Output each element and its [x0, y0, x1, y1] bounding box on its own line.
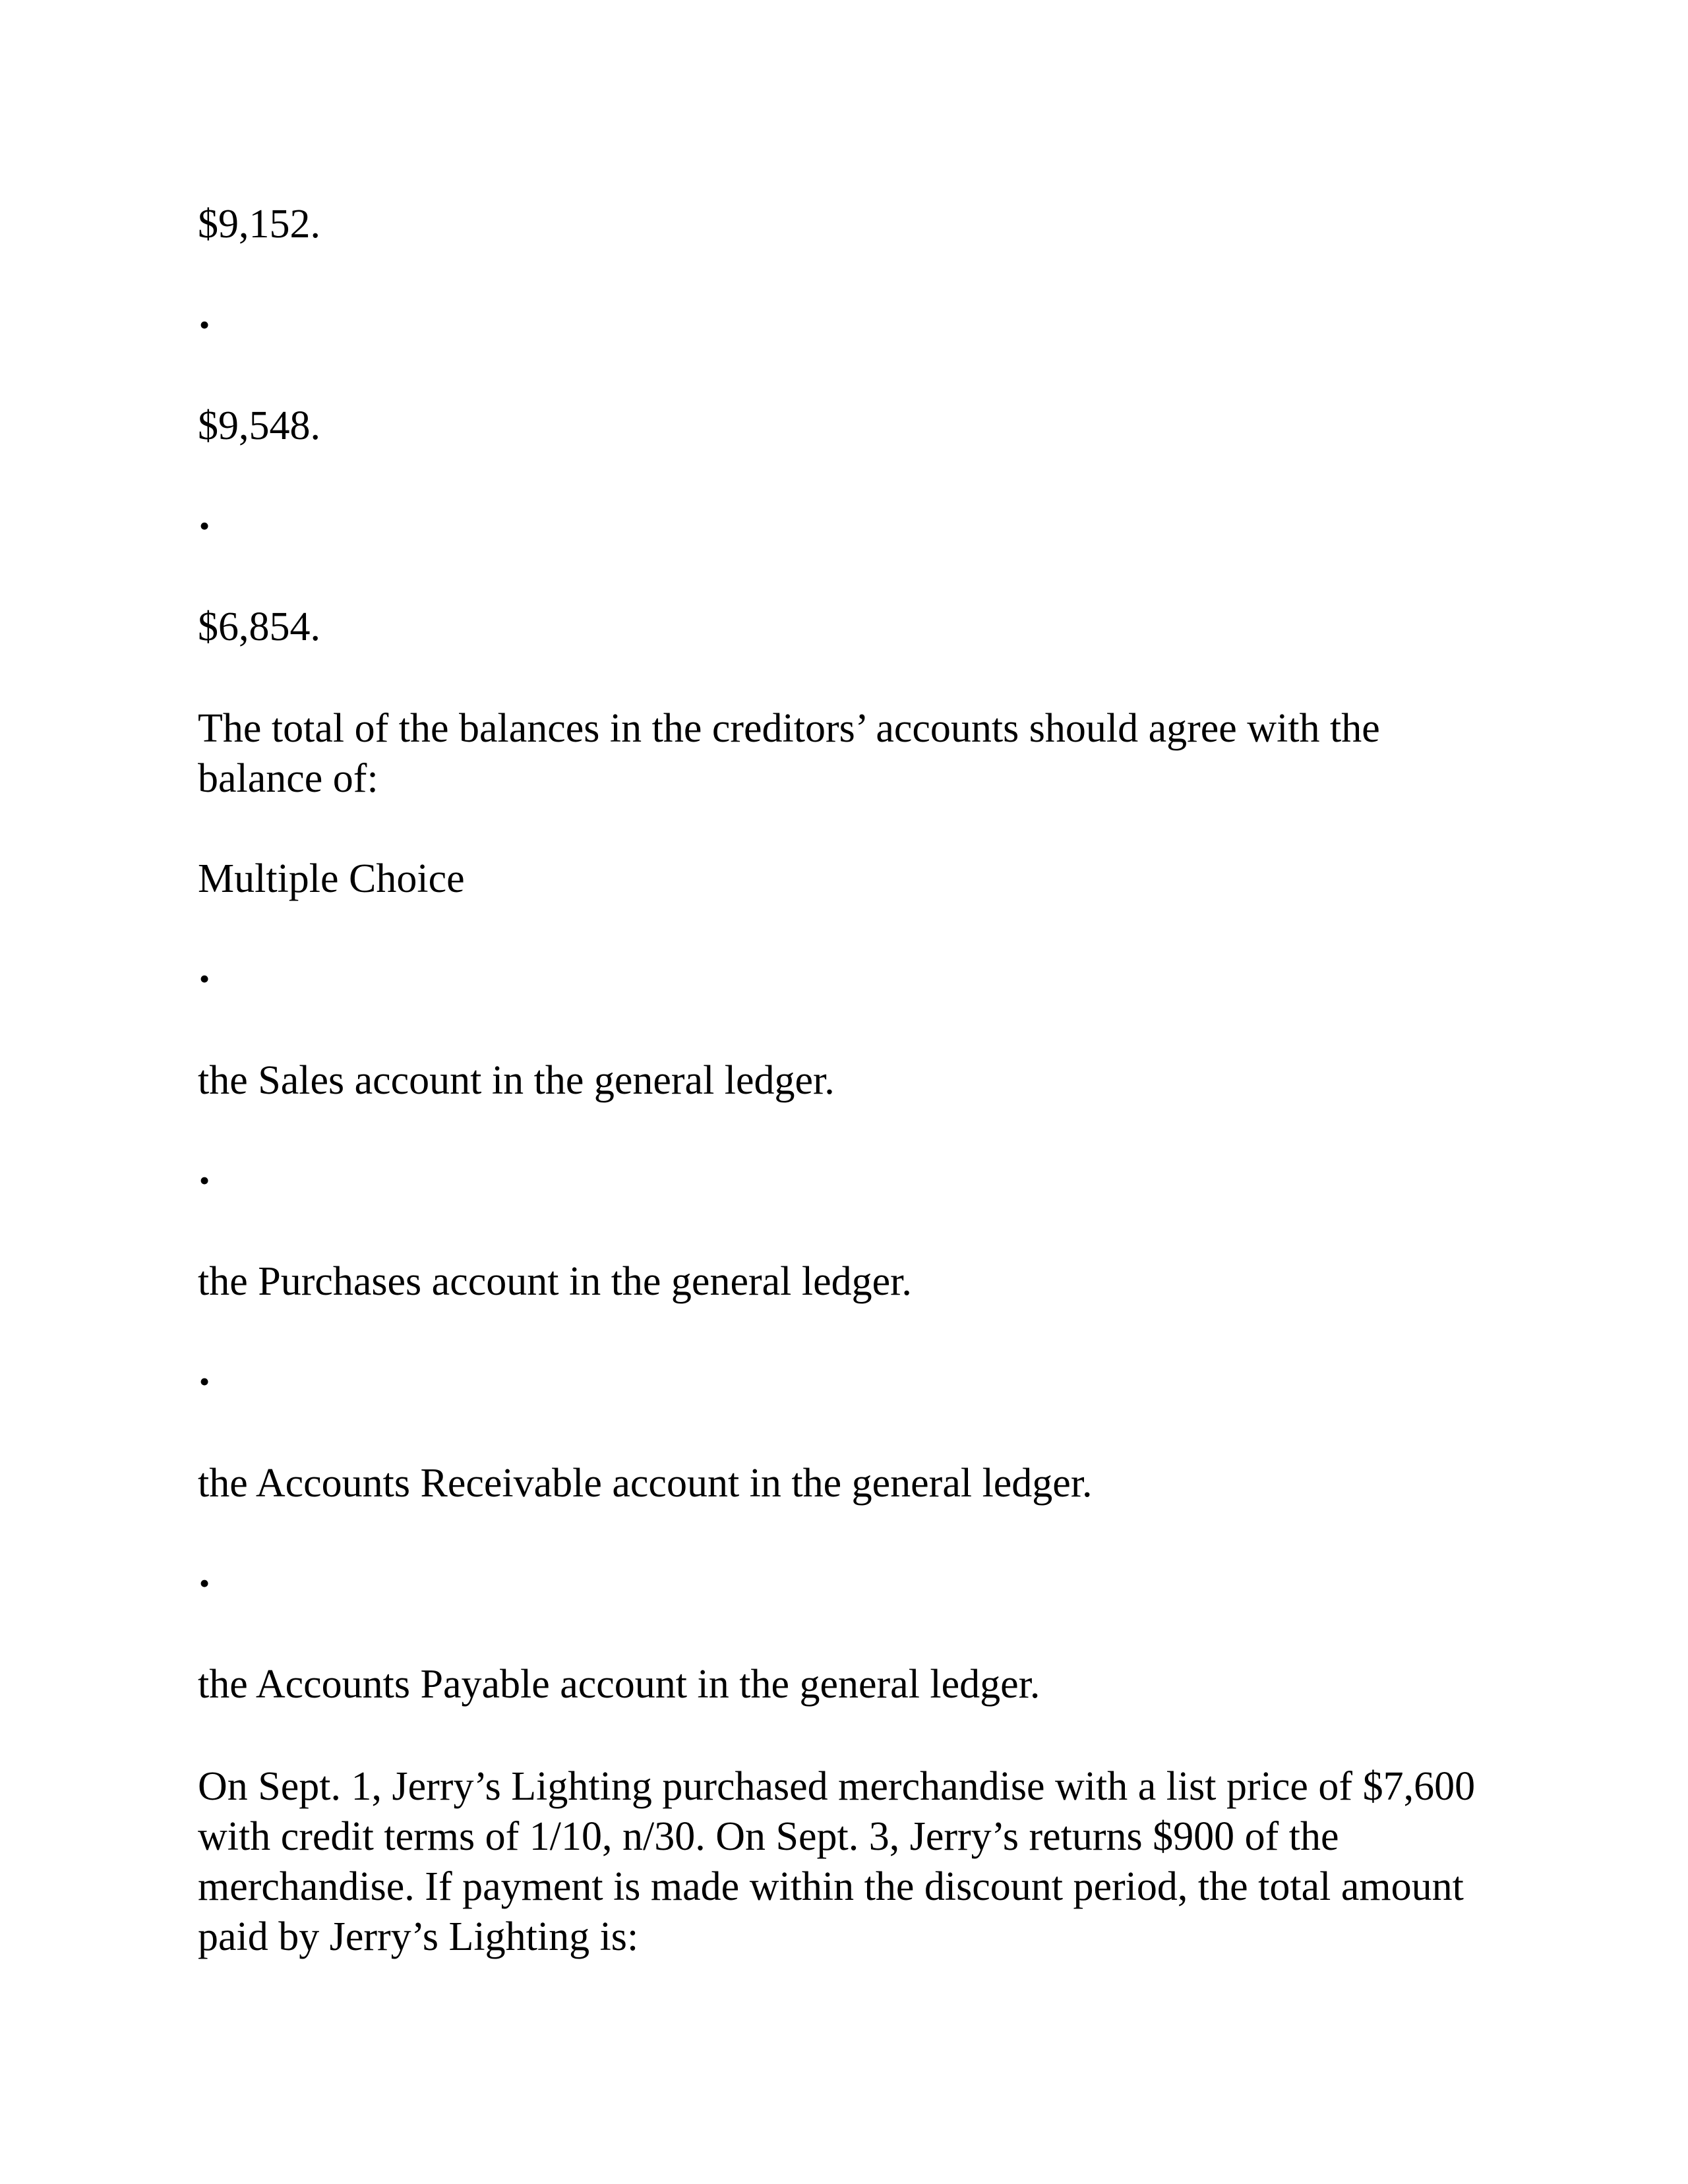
option-text: $9,152.	[198, 202, 320, 247]
option-bullet[interactable]: •	[199, 962, 210, 995]
option-text: $9,548.	[198, 403, 320, 448]
question-prompt: On Sept. 1, Jerry’s Lighting purchased merchandise with a list price of $7,600 with credit terms of 1/10, n/30. On Sept. 3, Jerry’s returns $900 of the merchandise. If payment is made within the discount period, the total amount paid by Jerry’s Lighting is:	[198, 1764, 1476, 1959]
option-bullet[interactable]: •	[199, 509, 210, 543]
option-bullet[interactable]: •	[199, 1164, 210, 1197]
option-text: the Accounts Payable account in the general ledger.	[198, 1662, 1040, 1707]
option-text: $6,854.	[198, 605, 320, 649]
question-type-label: Multiple Choice	[198, 856, 465, 901]
option-text: the Accounts Receivable account in the general ledger.	[198, 1461, 1093, 1506]
option-text: the Purchases account in the general ledger.	[198, 1259, 912, 1304]
option-bullet[interactable]: •	[199, 308, 210, 341]
option-bullet[interactable]: •	[199, 1365, 210, 1398]
option-text: the Sales account in the general ledger.	[198, 1058, 835, 1103]
question-prompt: The total of the balances in the creditors’ accounts should agree with the balance of:	[198, 706, 1380, 801]
option-bullet[interactable]: •	[199, 1566, 210, 1600]
